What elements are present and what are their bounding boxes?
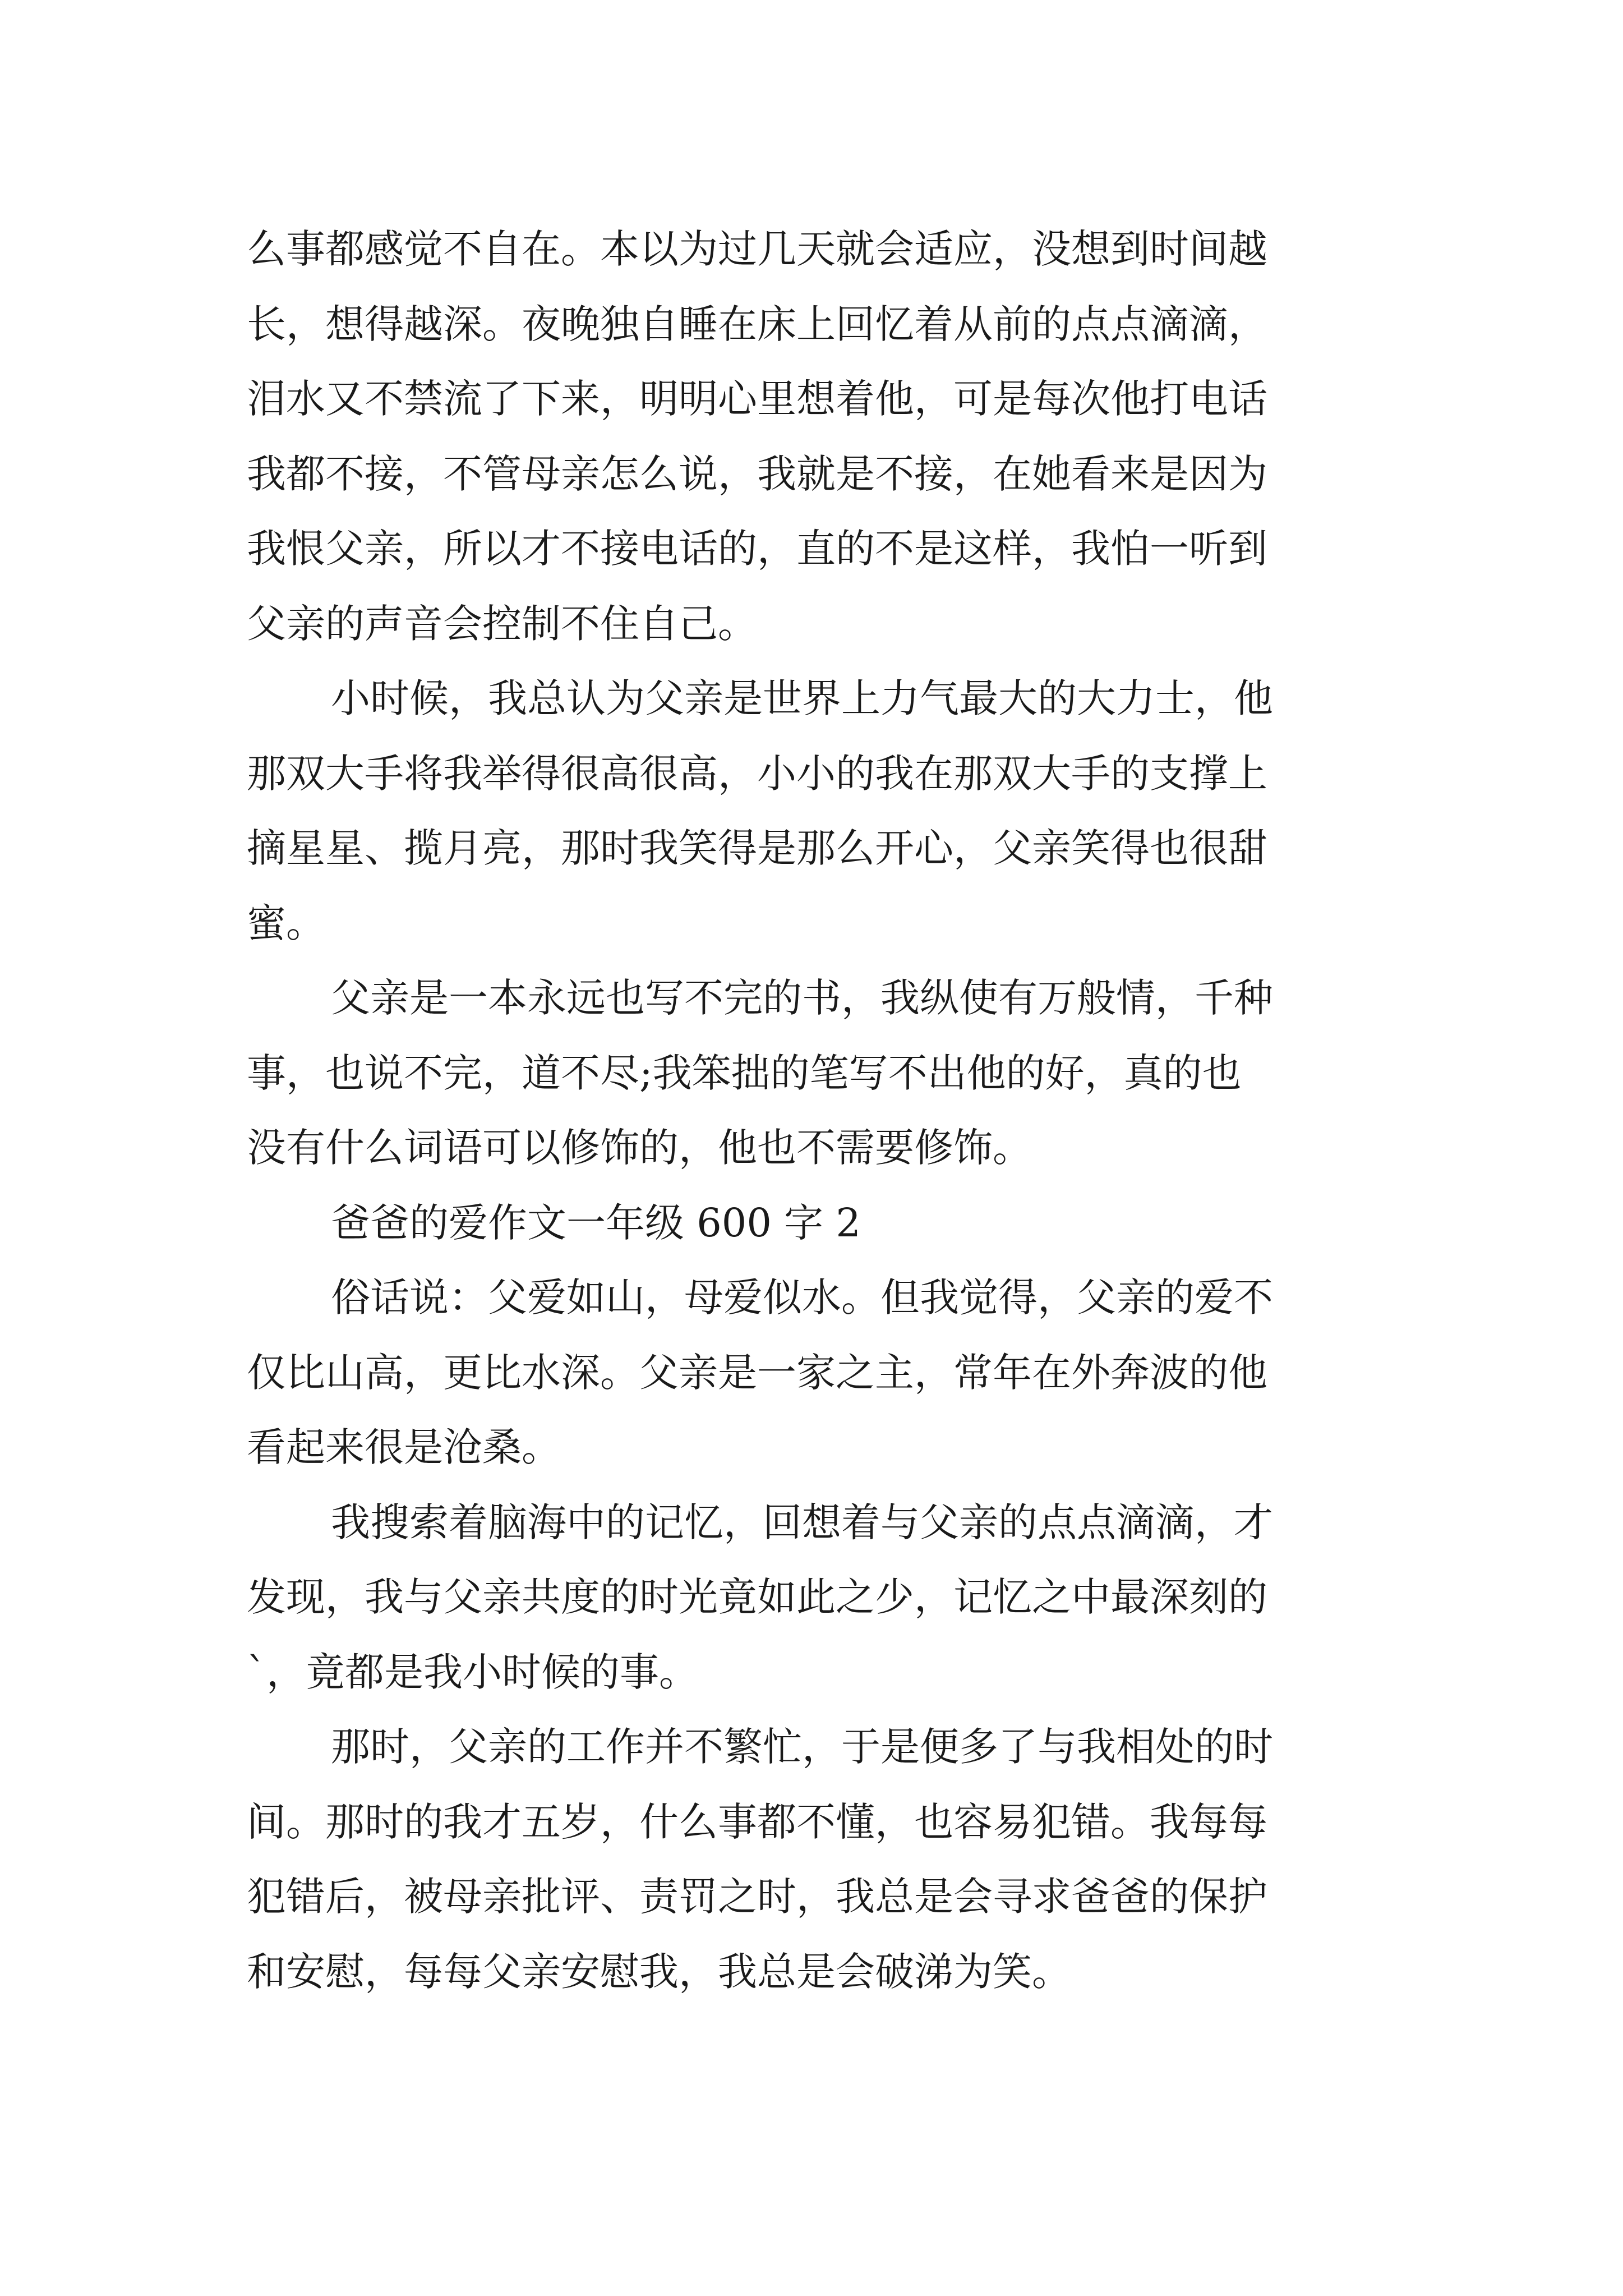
section-heading: 爸爸的爱作文一年级 600 字 2 (331, 1199, 861, 1246)
essay-body (247, 212, 1413, 2009)
text-line: 长，想得越深。夜晚独自睡在床上回忆着从前的点点滴滴， (247, 301, 1267, 347)
text-line: 我恨父亲，所以才不接电话的，直的不是这样，我怕一听到 (247, 526, 1267, 572)
paragraph-start-line: 小时候，我总认为父亲是世界上力气最大的大力士，他 (331, 675, 1273, 721)
text-line: 看起来很是沧桑。 (247, 1424, 561, 1470)
text-line: 仅比山高，更比水深。父亲是一家之主，常年在外奔波的他 (247, 1349, 1267, 1396)
text-line: 没有什么词语可以修饰的，他也不需要修饰。 (247, 1125, 1032, 1171)
text-line: 犯错后，被母亲批评、责罚之时，我总是会寻求爸爸的保护 (247, 1874, 1267, 1920)
paragraph-start-line: 父亲是一本永远也写不完的书，我纵使有万般情，千种 (331, 975, 1273, 1021)
text-line: 父亲的声音会控制不住自己。 (247, 600, 757, 647)
text-line: 摘星星、揽月亮，那时我笑得是那么开心，父亲笑得也很甜 (247, 825, 1267, 871)
text-line: 和安慰，每每父亲安慰我，我总是会破涕为笑。 (247, 1948, 1071, 1995)
paragraph-start-line: 我搜索着脑海中的记忆，回想着与父亲的点点滴滴，才 (331, 1499, 1273, 1545)
text-line: 泪水又不禁流了下来，明明心里想着他，可是每次他打电话 (247, 376, 1267, 422)
text-line: 发现，我与父亲共度的时光竟如此之少，记忆之中最深刻的 (247, 1574, 1267, 1620)
paragraph-start-line: 俗话说：父爱如山，母爱似水。但我觉得，父亲的爱不 (331, 1274, 1273, 1320)
text-line: 那双大手将我举得很高很高，小小的我在那双大手的支撑上 (247, 750, 1267, 797)
text-line: 间。那时的我才五岁，什么事都不懂，也容易犯错。我每每 (247, 1798, 1267, 1845)
text-line: 蜜。 (247, 900, 325, 946)
text-line: 我都不接，不管母亲怎么说，我就是不接，在她看来是因为 (247, 450, 1267, 497)
text-line: 事，也说不完，道不尽;我笨拙的笔写不出他的好，真的也 (247, 1050, 1242, 1096)
paragraph-start-line: 那时，父亲的工作并不繁忙，于是便多了与我相处的时 (331, 1724, 1273, 1770)
text-line: `，竟都是我小时候的事。 (247, 1649, 698, 1695)
text-line: 么事都感觉不自在。本以为过几天就会适应，没想到时间越 (247, 226, 1267, 272)
